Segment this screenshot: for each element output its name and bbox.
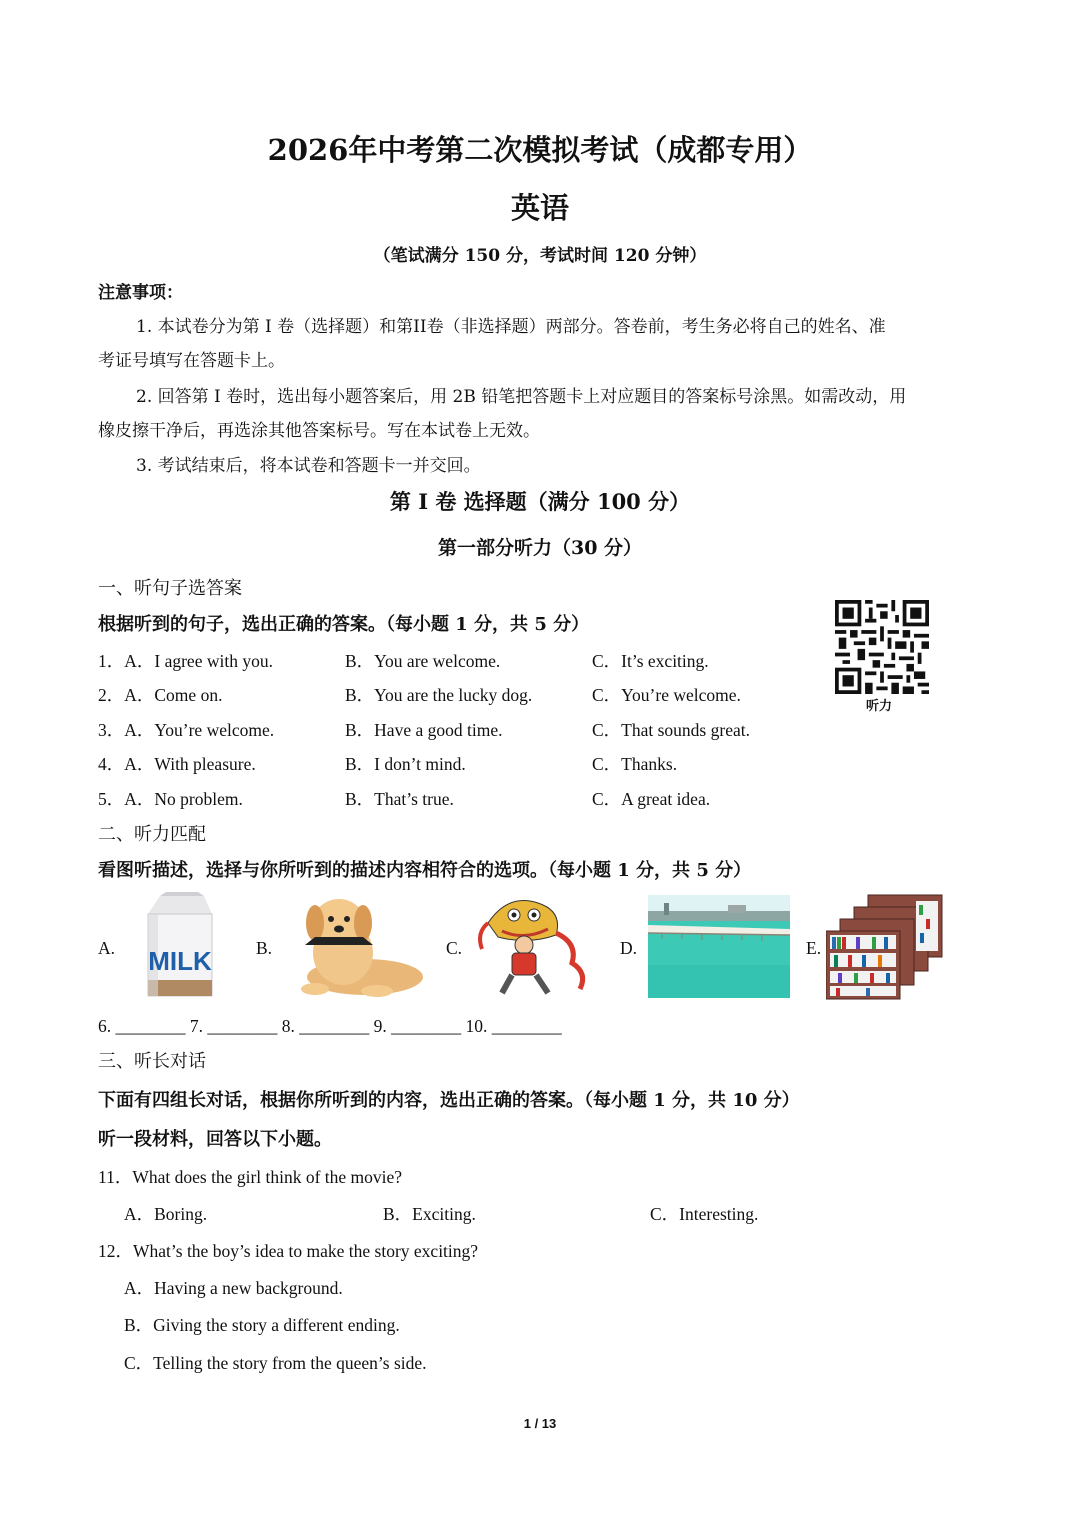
question-12-option-b: B．Giving the story a different ending. bbox=[124, 1315, 400, 1335]
milk-carton-image bbox=[140, 892, 220, 1000]
volume-1-title: 第 I 卷 选择题（满分 100 分） bbox=[389, 489, 691, 514]
notice-item-1-line-1: 1. 本试卷分为第 I 卷（选择题）和第II卷（非选择题）两部分。答卷前，考生务必将自己的姓名、准 bbox=[136, 317, 886, 337]
page-number: 1 / 13 bbox=[523, 1416, 557, 1431]
score-info: （笔试满分 150 分，考试时间 120 分钟） bbox=[373, 246, 707, 266]
question-5-option-b: B．That’s true. bbox=[345, 789, 454, 809]
question-5-option-a: 5．A．No problem. bbox=[98, 789, 243, 809]
notice-item-1-line-2: 考证号填写在答题卡上。 bbox=[98, 351, 285, 371]
section-1-heading: 一、听句子选答案 bbox=[98, 578, 242, 599]
exam-title: 2026年中考第二次模拟考试（成都专用） bbox=[267, 133, 813, 167]
question-12: 12．What’s the boy’s idea to make the story exciting? bbox=[98, 1241, 479, 1261]
section-3-instruction: 下面有四组长对话，根据你所听到的内容，选出正确的答案。（每小题 1 分，共 10 分） bbox=[98, 1090, 800, 1111]
bookshelves-image bbox=[826, 893, 944, 1001]
question-4-option-a: 4．A．With pleasure. bbox=[98, 754, 256, 774]
question-1-option-a: 1．A．I agree with you. bbox=[98, 651, 273, 671]
section-2-instruction: 看图听描述，选择与你所听到的描述内容相符合的选项。（每小题 1 分，共 5 分） bbox=[98, 860, 752, 881]
lake-bridge-image bbox=[648, 895, 790, 998]
question-12-option-a: A．Having a new background. bbox=[124, 1278, 343, 1298]
picture-label-d: D. bbox=[620, 938, 638, 958]
qr-label: 听力 bbox=[866, 699, 893, 714]
picture-label-e: E. bbox=[806, 938, 822, 958]
question-11-option-a: A．Boring. bbox=[124, 1204, 208, 1224]
question-1-option-b: B．You are welcome. bbox=[345, 651, 501, 671]
question-3-option-a: 3．A．You’re welcome. bbox=[98, 720, 275, 740]
qr-code-icon bbox=[835, 600, 929, 694]
question-3-option-c: C．That sounds great. bbox=[592, 720, 750, 740]
picture-label-c: C. bbox=[446, 938, 463, 958]
question-2-option-c: C．You’re welcome. bbox=[592, 685, 741, 705]
question-5-option-c: C．A great idea. bbox=[592, 789, 711, 809]
notice-item-3: 3. 考试结束后，将本试卷和答题卡一并交回。 bbox=[136, 456, 481, 476]
question-1-option-c: C．It’s exciting. bbox=[592, 651, 709, 671]
section-3-heading: 三、听长对话 bbox=[98, 1051, 206, 1072]
section-1-instruction: 根据听到的句子，选出正确的答案。（每小题 1 分，共 5 分） bbox=[98, 614, 590, 635]
section-3-intro: 听一段材料，回答以下小题。 bbox=[98, 1129, 332, 1150]
notice-heading: 注意事项： bbox=[98, 283, 183, 303]
question-4-option-b: B．I don’t mind. bbox=[345, 754, 466, 774]
question-11-option-b: B．Exciting. bbox=[383, 1204, 476, 1224]
question-2-option-a: 2．A．Come on. bbox=[98, 685, 223, 705]
milk-carton-text: MILK bbox=[148, 946, 212, 976]
question-11: 11．What does the girl think of the movie? bbox=[98, 1167, 403, 1187]
question-11-option-c: C．Interesting. bbox=[650, 1204, 759, 1224]
question-4-option-c: C．Thanks. bbox=[592, 754, 678, 774]
picture-label-b: B. bbox=[256, 938, 273, 958]
notice-item-2-line-1: 2. 回答第 I 卷时，选出每小题答案后，用 2B 铅笔把答题卡上对应题目的答案标号涂黑。如需改动，用 bbox=[136, 387, 907, 407]
question-2-option-b: B．You are the lucky dog. bbox=[345, 685, 533, 705]
dog-image bbox=[285, 893, 425, 999]
lion-dance-image bbox=[468, 893, 596, 999]
question-12-option-c: C．Telling the story from the queen’s side. bbox=[124, 1353, 427, 1373]
section-2-heading: 二、听力匹配 bbox=[98, 824, 206, 845]
picture-label-a: A. bbox=[98, 938, 116, 958]
matching-answer-blanks[interactable]: 6. ________ 7. ________ 8. ________ 9. ________ 10. ________ bbox=[98, 1016, 562, 1036]
notice-item-2-line-2: 橡皮擦干净后，再选涂其他答案标号。写在本试卷上无效。 bbox=[98, 421, 540, 441]
question-3-option-b: B．Have a good time. bbox=[345, 720, 503, 740]
subject-title: 英语 bbox=[510, 191, 569, 225]
part-1-title: 第一部分听力（30 分） bbox=[437, 537, 643, 559]
